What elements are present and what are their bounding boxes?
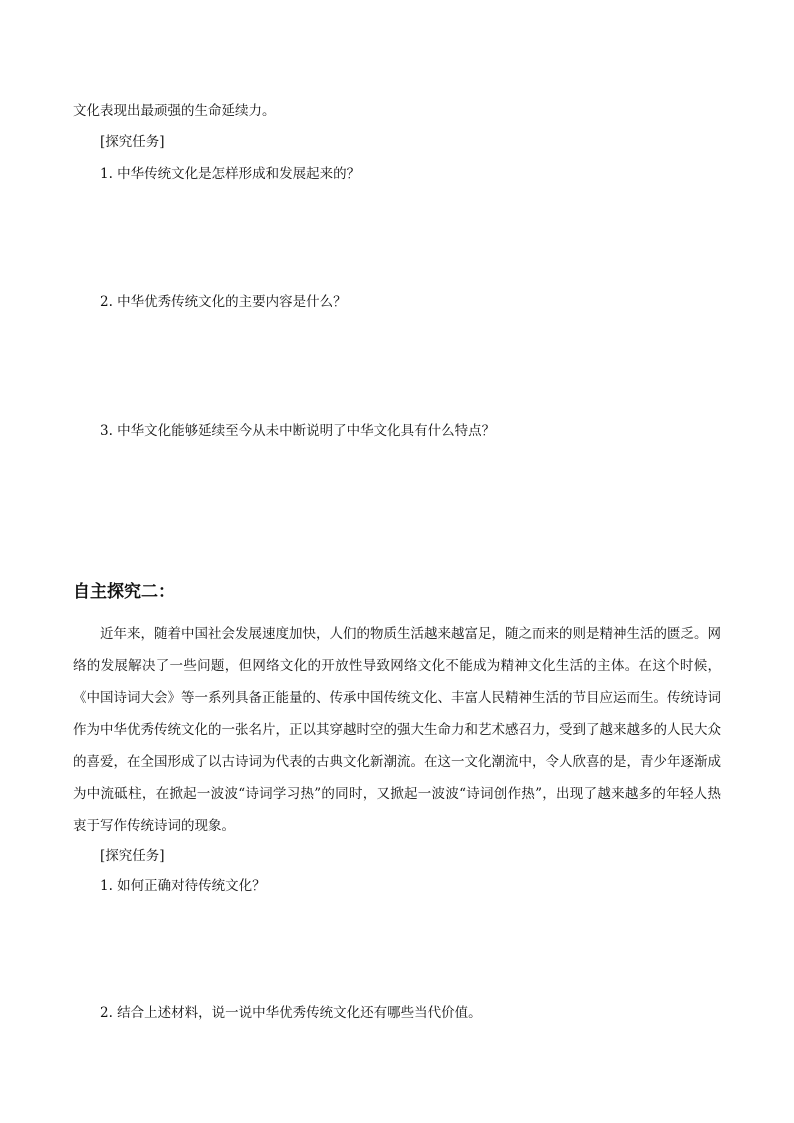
- question-2-1: 1. 如何正确对待传统文化？: [100, 878, 266, 894]
- question-1-3: 3. 中华文化能够延续至今从未中断说明了中华文化具有什么特点？: [100, 423, 496, 439]
- task-label-2: [探究任务]: [100, 848, 165, 864]
- material-paragraph: 近年来，随着中国社会发展速度加快，人们的物质生活越来越富足，随之而来的则是精神生活的匮乏。网络的发展解决了一些问题，但网络文化的开放性导致网络文化不能成为精神文化生活的主体。在这个时候，《中国诗词大会》等一系列具备正能量的、传承中国传统文化、丰富人民精神生活的节目应运而生。传统诗词作为中华优秀传统文化的一张名片，正以其穿越时空的强大生命力和艺术感召力，受到了越来越多的人民大众的喜爱，在全国形成了以古诗词为代表的古典文化新潮流。在这一文化潮流中，令人欣喜的是，青少年逐渐成为中流砥柱，在掀起一波波“诗词学习热”的同时，又掀起一波波“诗词创作热”，出现了越来越多的年轻人热衷于写作传统诗词的现象。: [73, 626, 721, 834]
- section-heading: 自主探究二：: [73, 582, 175, 602]
- question-1-1: 1. 中华传统文化是怎样形成和发展起来的？: [100, 166, 361, 182]
- question-1-2: 2. 中华优秀传统文化的主要内容是什么？: [100, 294, 347, 310]
- task-label-1: [探究任务]: [100, 134, 165, 150]
- question-2-2: 2. 结合上述材料，说一说中华优秀传统文化还有哪些当代价值。: [100, 1005, 482, 1021]
- continuation-text: 文化表现出最顽强的生命延续力。: [73, 103, 276, 119]
